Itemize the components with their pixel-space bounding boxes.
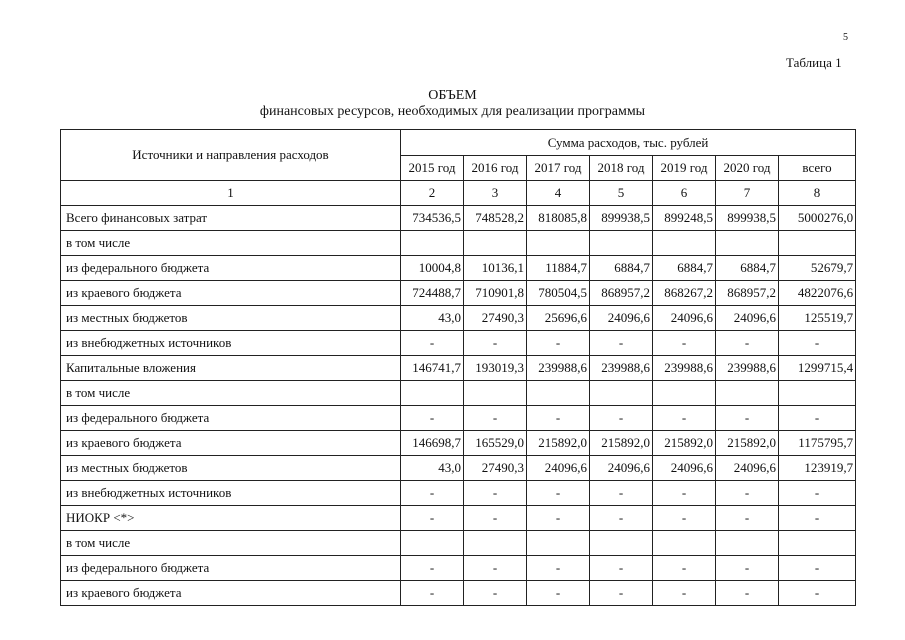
value-cell: - [716,406,779,431]
value-cell: 818085,8 [527,206,590,231]
value-cell: 52679,7 [779,256,856,281]
value-cell: - [590,331,653,356]
table-row [61,306,856,331]
value-cell: 24096,6 [590,456,653,481]
row-label: из краевого бюджета [61,431,401,456]
value-cell [653,531,716,556]
value-cell: 1175795,7 [779,431,856,456]
value-cell: - [779,581,856,606]
value-cell: 6884,7 [653,256,716,281]
value-cell: - [716,331,779,356]
table-row [61,281,856,306]
value-cell: 27490,3 [464,456,527,481]
value-cell: 25696,6 [527,306,590,331]
value-cell: 710901,8 [464,281,527,306]
header-year: 2019 год [653,156,716,181]
value-cell: 899248,5 [653,206,716,231]
value-cell: 43,0 [401,306,464,331]
value-cell: - [464,331,527,356]
value-cell: 215892,0 [590,431,653,456]
table-row [61,556,856,581]
column-number: 5 [590,181,653,206]
value-cell: - [590,406,653,431]
value-cell: 239988,6 [653,356,716,381]
value-cell: - [527,331,590,356]
value-cell: - [590,581,653,606]
table-row [61,531,856,556]
row-label: Капитальные вложения [61,356,401,381]
value-cell: 899938,5 [716,206,779,231]
value-cell [527,381,590,406]
value-cell [527,531,590,556]
header-year: 2018 год [590,156,653,181]
value-cell: - [653,506,716,531]
value-cell: 239988,6 [716,356,779,381]
value-cell: 24096,6 [653,306,716,331]
row-label: из внебюджетных источников [61,331,401,356]
value-cell: - [401,406,464,431]
value-cell: 5000276,0 [779,206,856,231]
table-row [61,206,856,231]
document-subtitle: финансовых ресурсов, необходимых для реализации программы [259,104,646,119]
value-cell: 24096,6 [716,456,779,481]
value-cell: - [401,506,464,531]
table-row [61,231,856,256]
value-cell [590,381,653,406]
row-label: из федерального бюджета [61,406,401,431]
value-cell: - [527,406,590,431]
row-label: из местных бюджетов [61,456,401,481]
value-cell: 1299715,4 [779,356,856,381]
value-cell: 239988,6 [590,356,653,381]
row-label: из внебюджетных источников [61,481,401,506]
value-cell [716,531,779,556]
value-cell: 215892,0 [653,431,716,456]
table-label: Таблица 1 [786,55,842,70]
header-sum: Сумма расходов, тыс. рублей [401,130,856,156]
table-row [61,481,856,506]
table-row [61,256,856,281]
value-cell: 868957,2 [716,281,779,306]
value-cell: - [779,406,856,431]
table-row [61,331,856,356]
column-number: 2 [401,181,464,206]
row-label: из федерального бюджета [61,556,401,581]
row-label: Всего финансовых затрат [61,206,401,231]
value-cell: 215892,0 [716,431,779,456]
value-cell: 868957,2 [590,281,653,306]
header-year: 2017 год [527,156,590,181]
row-label: из краевого бюджета [61,581,401,606]
value-cell: 215892,0 [527,431,590,456]
value-cell: 724488,7 [401,281,464,306]
value-cell [779,531,856,556]
column-number: 6 [653,181,716,206]
value-cell [590,231,653,256]
value-cell: - [779,331,856,356]
value-cell [779,381,856,406]
value-cell: - [401,331,464,356]
value-cell: 868267,2 [653,281,716,306]
table-row [61,356,856,381]
column-number: 8 [779,181,856,206]
value-cell [464,231,527,256]
value-cell: 24096,6 [590,306,653,331]
value-cell: 11884,7 [527,256,590,281]
value-cell: - [527,581,590,606]
value-cell: 6884,7 [716,256,779,281]
row-label: в том числе [61,381,401,406]
value-cell [779,231,856,256]
value-cell [590,531,653,556]
table-row [61,581,856,606]
value-cell: - [716,556,779,581]
value-cell: - [464,406,527,431]
table-row [61,456,856,481]
value-cell: - [716,481,779,506]
value-cell: - [653,331,716,356]
value-cell [401,381,464,406]
value-cell: - [779,506,856,531]
value-cell: - [653,406,716,431]
value-cell [716,381,779,406]
table-row [61,381,856,406]
table-row [61,431,856,456]
value-cell [527,231,590,256]
value-cell: - [401,556,464,581]
value-cell: 4822076,6 [779,281,856,306]
row-label: в том числе [61,531,401,556]
value-cell: 899938,5 [590,206,653,231]
value-cell: - [590,556,653,581]
value-cell: - [464,556,527,581]
value-cell: - [779,556,856,581]
table-body [61,206,856,606]
value-cell: 165529,0 [464,431,527,456]
value-cell: - [464,506,527,531]
value-cell [716,231,779,256]
value-cell: - [590,481,653,506]
column-numbers-row [61,181,856,206]
value-cell [464,381,527,406]
header-year: 2016 год [464,156,527,181]
row-label: из краевого бюджета [61,281,401,306]
value-cell: - [527,481,590,506]
value-cell: 6884,7 [590,256,653,281]
value-cell: - [716,581,779,606]
value-cell: - [653,481,716,506]
value-cell: 239988,6 [527,356,590,381]
value-cell [464,531,527,556]
table-row [61,506,856,531]
value-cell: - [464,581,527,606]
value-cell: 43,0 [401,456,464,481]
page-number: 5 [843,32,848,43]
column-number: 1 [61,181,401,206]
header-sources: Источники и направления расходов [61,130,401,181]
value-cell: 780504,5 [527,281,590,306]
value-cell: - [779,481,856,506]
value-cell: 734536,5 [401,206,464,231]
value-cell: - [527,506,590,531]
header-row [61,130,856,156]
value-cell [401,231,464,256]
column-number: 4 [527,181,590,206]
value-cell: 24096,6 [527,456,590,481]
value-cell: 125519,7 [779,306,856,331]
value-cell: 146698,7 [401,431,464,456]
value-cell [401,531,464,556]
value-cell: 123919,7 [779,456,856,481]
header-year: 2020 год [716,156,779,181]
value-cell: - [401,581,464,606]
value-cell [653,381,716,406]
finance-table [60,129,856,606]
value-cell: 193019,3 [464,356,527,381]
value-cell: - [653,556,716,581]
value-cell: - [527,556,590,581]
value-cell [653,231,716,256]
column-number: 3 [464,181,527,206]
value-cell: 24096,6 [716,306,779,331]
row-label: из местных бюджетов [61,306,401,331]
value-cell: - [716,506,779,531]
value-cell: - [401,481,464,506]
row-label: НИОКР <*> [61,506,401,531]
value-cell: 748528,2 [464,206,527,231]
row-label: в том числе [61,231,401,256]
value-cell: 24096,6 [653,456,716,481]
value-cell: - [590,506,653,531]
value-cell: - [653,581,716,606]
value-cell: 146741,7 [401,356,464,381]
value-cell: 27490,3 [464,306,527,331]
value-cell: 10136,1 [464,256,527,281]
header-year: 2015 год [401,156,464,181]
row-label: из федерального бюджета [61,256,401,281]
header-total: всего [779,156,856,181]
value-cell: 10004,8 [401,256,464,281]
document-title: ОБЪЕМ [428,88,477,103]
table-row [61,406,856,431]
column-number: 7 [716,181,779,206]
value-cell: - [464,481,527,506]
